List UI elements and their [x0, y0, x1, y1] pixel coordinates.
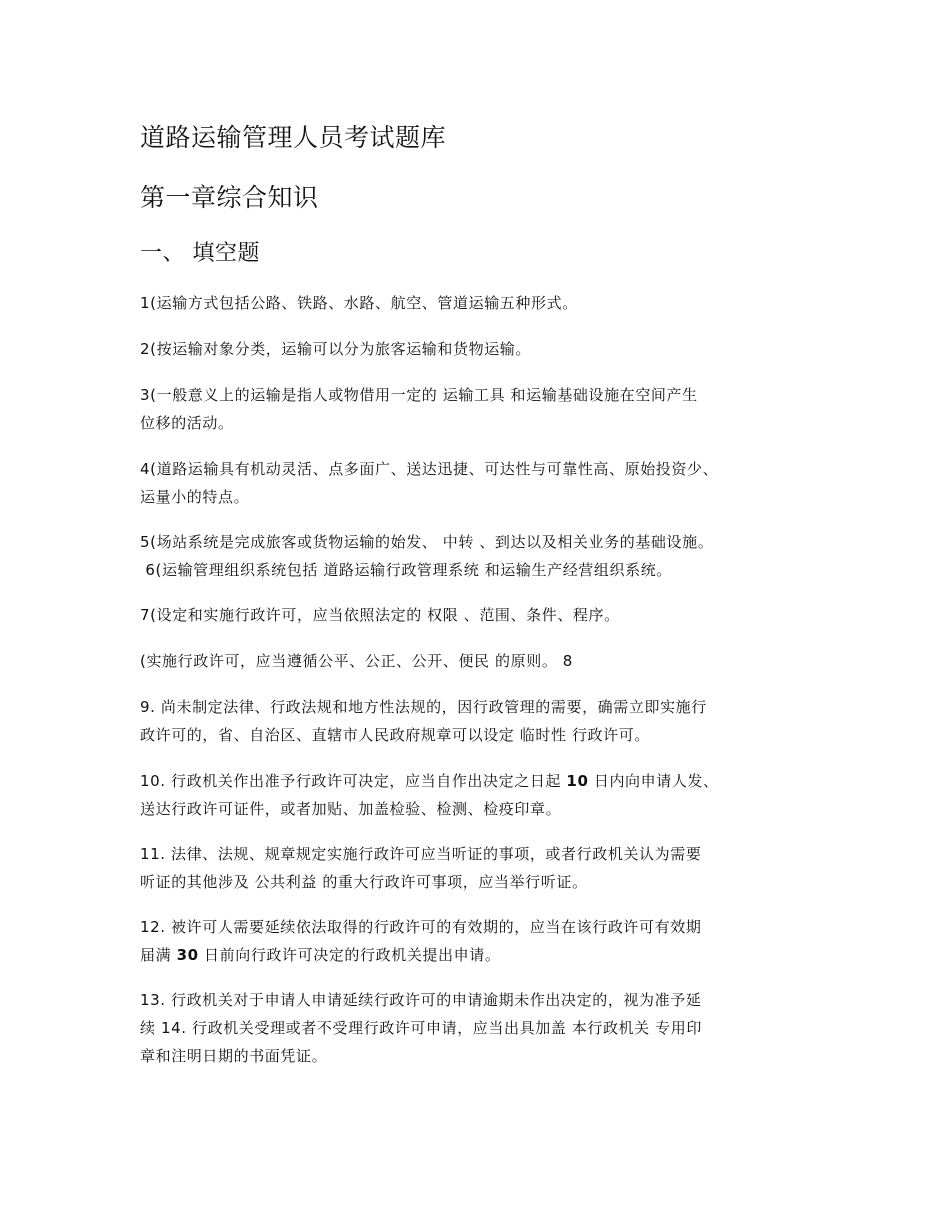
question-5-6 [140, 528, 820, 584]
question-11-line-1: 11. 法律、法规、规章规定实施行政许可应当听证的事项，或者行政机关认为需要 [140, 845, 702, 863]
question-3 [140, 381, 820, 437]
question-10-text-b: 日内向申请人发、 [588, 772, 719, 790]
question-10 [140, 767, 820, 823]
question-4-line-1: 4(道路运输具有机动灵活、点多面广、送达迅捷、可达性与可靠性高、原始投资少、 [140, 460, 719, 478]
question-3-line-1: 3(一般意义上的运输是指人或物借用一定的 运输工具 和运输基础设施在空间产生 [140, 386, 698, 404]
question-12-days: 30 [176, 946, 199, 964]
question-13-line-2: 续 14. 行政机关受理或者不受理行政许可申请，应当出具加盖 本行政机关 专用印 [140, 1019, 702, 1037]
question-10-line-1 [140, 767, 820, 795]
question-11-line-2: 听证的其他涉及 公共利益 的重大行政许可事项，应当举行听证。 [140, 873, 588, 891]
question-4-line-2: 运量小的特点。 [140, 488, 250, 506]
question-12-text-b: 日前向行政许可决定的行政机关提出申请。 [198, 946, 501, 964]
question-12-line-2 [140, 941, 820, 969]
question-13-14 [140, 986, 820, 1070]
question-12-line-1: 12. 被许可人需要延续依法取得的行政许可的有效期的，应当在该行政许可有效期 [140, 918, 702, 936]
question-2 [140, 335, 820, 363]
question-10-line-2: 送达行政许可证件，或者加贴、加盖检验、检测、检疫印章。 [140, 800, 562, 818]
question-12-text-a: 届满 [140, 946, 177, 964]
question-9-line-1: 9. 尚未制定法律、行政法规和地方性法规的，因行政管理的需要，确需立即实施行 [140, 698, 707, 716]
question-10-text-a: 10. 行政机关作出准予行政许可决定，应当自作出决定之日起 [140, 772, 567, 790]
chapter-heading: 第一章综合知识 [140, 183, 319, 212]
question-7 [140, 601, 820, 629]
question-4 [140, 455, 820, 511]
question-9-line-2: 政许可的，省、自治区、直辖市人民政府规章可以设定 临时性 行政许可。 [140, 726, 650, 744]
question-13-line-1: 13. 行政机关对于申请人申请延续行政许可的申请逾期未作出决定的，视为准予延 [140, 991, 702, 1009]
question-8 [140, 647, 820, 675]
question-9 [140, 693, 820, 749]
question-11 [140, 840, 820, 896]
question-5-line: 5(场站系统是完成旅客或货物运输的始发、 中转 、到达以及相关业务的基础设施。 [140, 533, 714, 551]
question-3-line-2: 位移的活动。 [140, 414, 234, 432]
question-6-line: 6(运输管理组织系统包括 道路运输行政管理系统 和运输生产经营组织系统。 [140, 561, 672, 579]
document-title: 道路运输管理人员考试题库 [140, 123, 447, 152]
question-7-line: 7(设定和实施行政许可，应当依照法定的 权限 、范围、条件、程序。 [140, 606, 620, 624]
question-1 [140, 289, 820, 317]
question-12 [140, 913, 820, 969]
question-10-days: 10 [566, 772, 589, 790]
question-8-line: (实施行政许可，应当遵循公平、公正、公开、便民 的原则。 8 [140, 652, 573, 670]
section-heading: 一、 填空题 [140, 241, 260, 266]
question-2-line: 2(按运输对象分类，运输可以分为旅客运输和货物运输。 [140, 340, 531, 358]
question-14-line-3: 章和注明日期的书面凭证。 [140, 1047, 328, 1065]
question-1-line: 1(运输方式包括公路、铁路、水路、航空、管道运输五种形式。 [140, 294, 578, 312]
